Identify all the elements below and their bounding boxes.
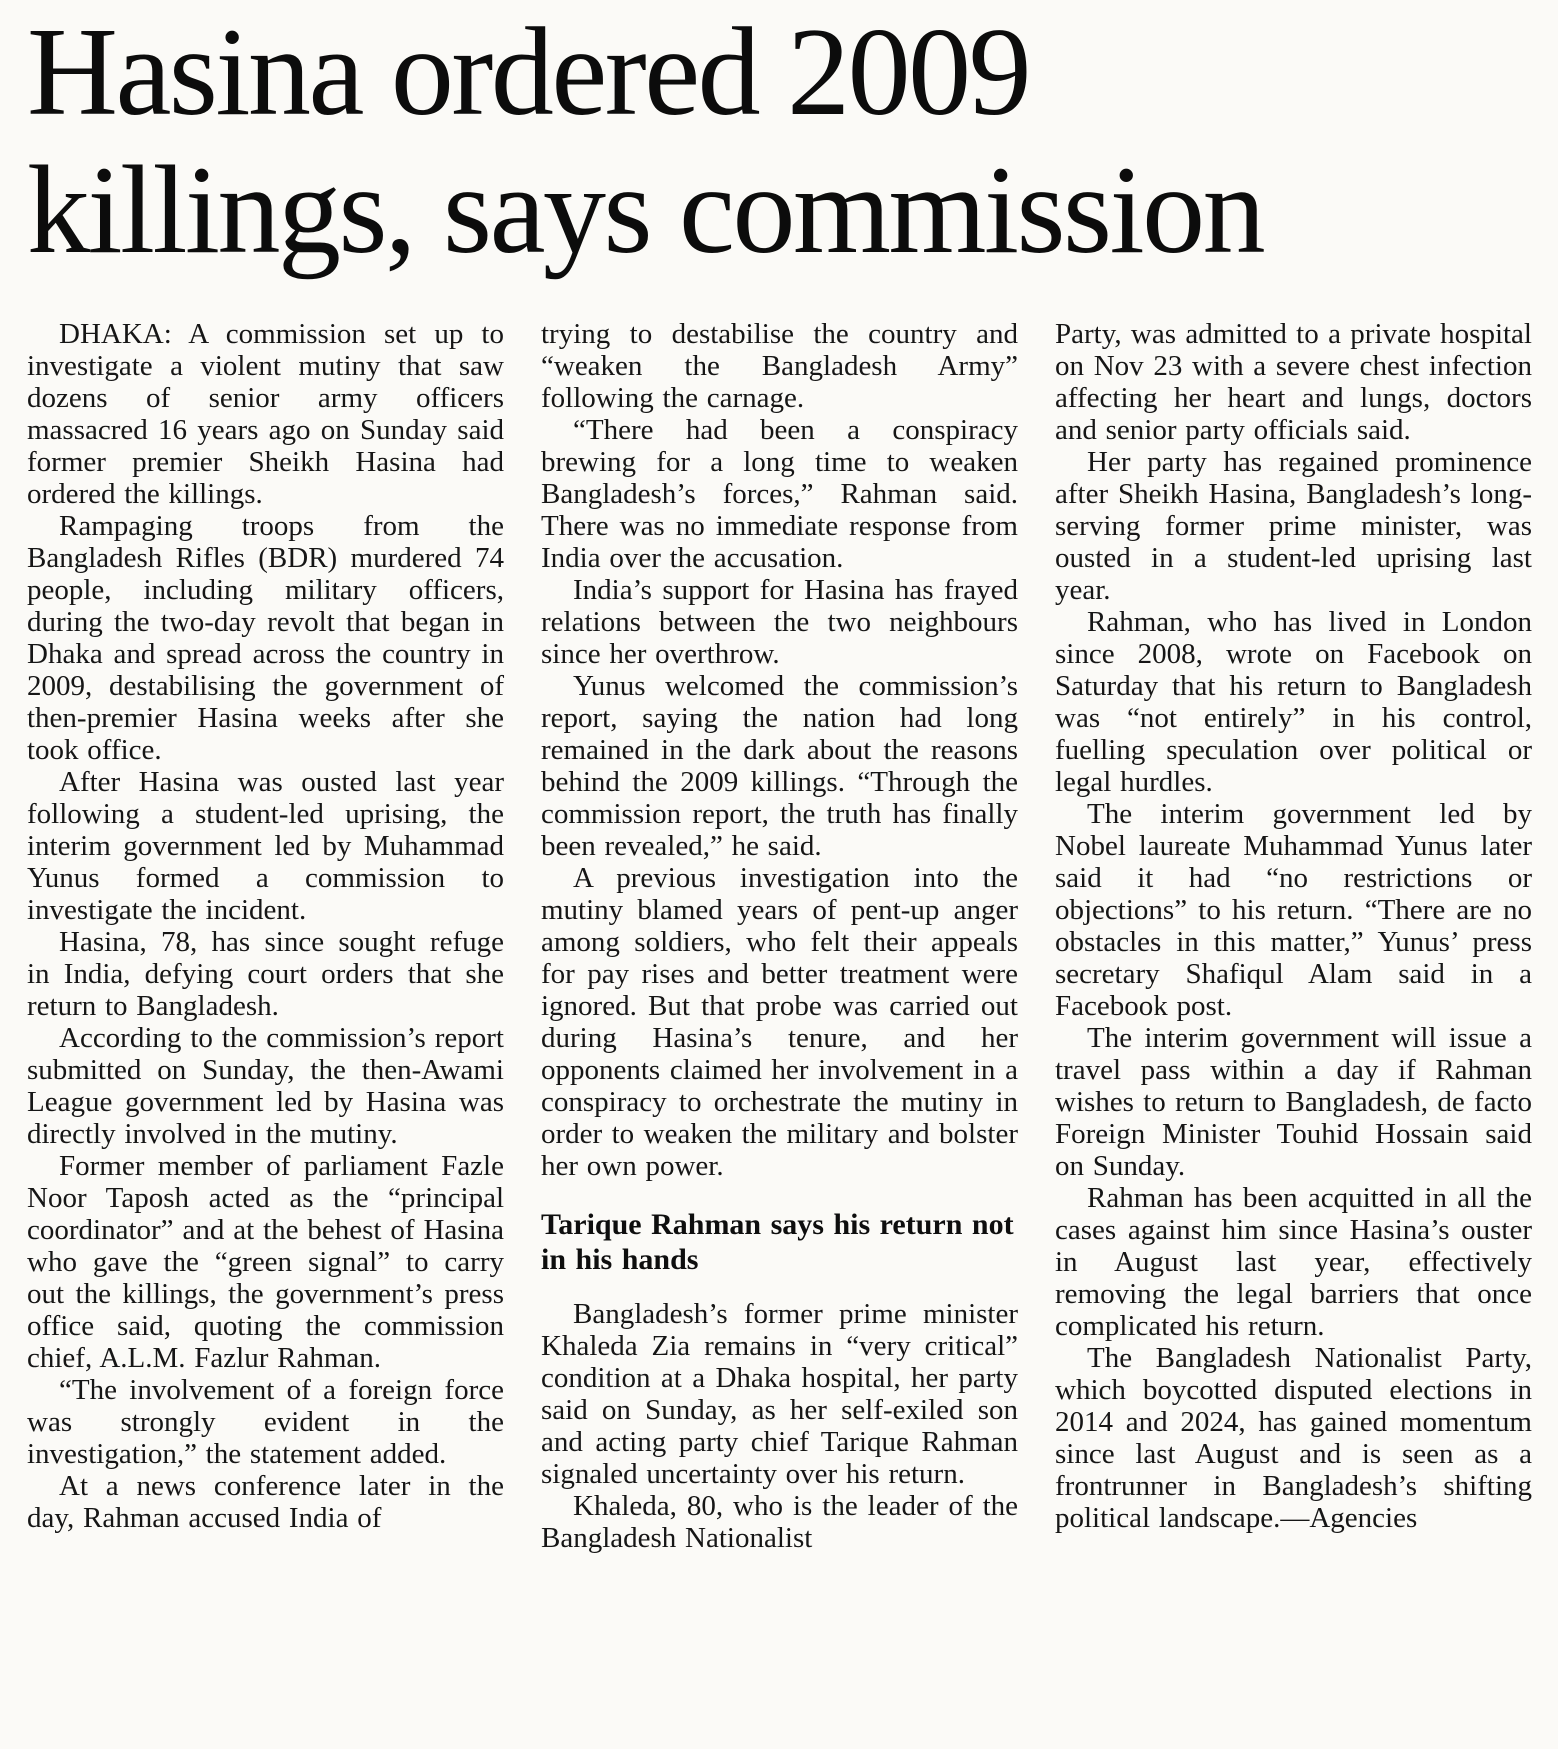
paragraph: Rampaging troops from the Bangladesh Rifles (BDR) murdered 74 people, including military officers, during the two-day revolt that began in Dhaka and spread across the country in 2009, destabilising the government of then-premier Hasina weeks after she took office. [27, 510, 504, 766]
paragraph: The interim government led by Nobel laureate Muhammad Yunus later said it had “no restrictions or objections” to his return. “There are no obstacles in this matter,” Yunus’ press secretary Shafiqul Alam said in a Facebook post. [1055, 798, 1532, 1022]
paragraph: “The involvement of a foreign force was strongly evident in the investigation,” the statement added. [27, 1374, 504, 1470]
paragraph: “There had been a conspiracy brewing for a long time to weaken Bangladesh’s forces,” Rahman said. There was no immediate response from India over the accusation. [541, 414, 1018, 574]
paragraph: According to the commission’s report submitted on Sunday, the then-Awami League government led by Hasina was directly involved in the mutiny. [27, 1022, 504, 1150]
paragraph: Rahman, who has lived in London since 2008, wrote on Facebook on Saturday that his return to Bangladesh was “not entirely” in his control, fuelling speculation over political or legal hurdles. [1055, 606, 1532, 798]
column-3 [1055, 318, 1532, 1554]
paragraph: Hasina, 78, has since sought refuge in India, defying court orders that she return to Bangladesh. [27, 926, 504, 1022]
paragraph: Her party has regained prominence after Sheikh Hasina, Bangladesh’s long-serving former prime minister, was ousted in a student-led uprising last year. [1055, 446, 1532, 606]
paragraph: Former member of parliament Fazle Noor Taposh acted as the “principal coordinator” and at the behest of Hasina who gave the “green signal” to carry out the killings, the government’s press office said, quoting the commission chief, A.L.M. Fazlur Rahman. [27, 1150, 504, 1374]
paragraph: The interim government will issue a travel pass within a day if Rahman wishes to return to Bangladesh, de facto Foreign Minister Touhid Hossain said on Sunday. [1055, 1022, 1532, 1182]
paragraph: Yunus welcomed the commission’s report, saying the nation had long remained in the dark about the reasons behind the 2009 killings. “Through the commission report, the truth has finally been revealed,” he said. [541, 670, 1018, 862]
headline [27, 4, 1530, 280]
paragraph: India’s support for Hasina has frayed relations between the two neighbours since her overthrow. [541, 574, 1018, 670]
column-2 [541, 318, 1018, 1554]
column-1 [27, 318, 504, 1554]
paragraph: At a news conference later in the day, Rahman accused India of [27, 1470, 504, 1534]
paragraph-dateline: DHAKA: A commission set up to investigate a violent mutiny that saw dozens of senior army officers massacred 16 years ago on Sunday said former premier Sheikh Hasina had ordered the killings. [27, 318, 504, 510]
paragraph: Bangladesh’s former prime minister Khaleda Zia remains in “very critical” condition at a Dhaka hospital, her party said on Sunday, as her self-exiled son and acting party chief Tarique Rahman signaled uncertainty over his return. [541, 1298, 1018, 1490]
paragraph-with-credit: The Bangladesh Nationalist Party, which boycotted disputed elections in 2014 and 2024, has gained momentum since last August and is seen as a frontrunner in Bangladesh’s shifting political landscape.—Agencies [1055, 1342, 1532, 1534]
headline-line-1: Hasina ordered 2009 [27, 3, 1030, 142]
paragraph: After Hasina was ousted last year following a student-led uprising, the interim government led by Muhammad Yunus formed a commission to investigate the incident. [27, 766, 504, 926]
article-body [27, 318, 1530, 1554]
paragraph: Khaleda, 80, who is the leader of the Bangladesh Nationalist [541, 1490, 1018, 1554]
paragraph: A previous investigation into the mutiny blamed years of pent-up anger among soldiers, who felt their appeals for pay rises and better treatment were ignored. But that probe was carried out during Hasina’s tenure, and her opponents claimed her involvement in a conspiracy to orchestrate the mutiny in order to weaken the military and bolster her own power. [541, 862, 1018, 1182]
paragraph-continuation: Party, was admitted to a private hospital on Nov 23 with a severe chest infection affecting her heart and lungs, doctors and senior party officials said. [1055, 318, 1532, 446]
paragraph-continuation: trying to destabilise the country and “weaken the Bangladesh Army” following the carnage. [541, 318, 1018, 414]
subheading: Tarique Rahman says his return not in his hands [541, 1208, 1014, 1276]
headline-line-2: killings, says commission [27, 141, 1264, 280]
paragraph: Rahman has been acquitted in all the cases against him since Hasina’s ouster in August last year, effectively removing the legal barriers that once complicated his return. [1055, 1182, 1532, 1342]
